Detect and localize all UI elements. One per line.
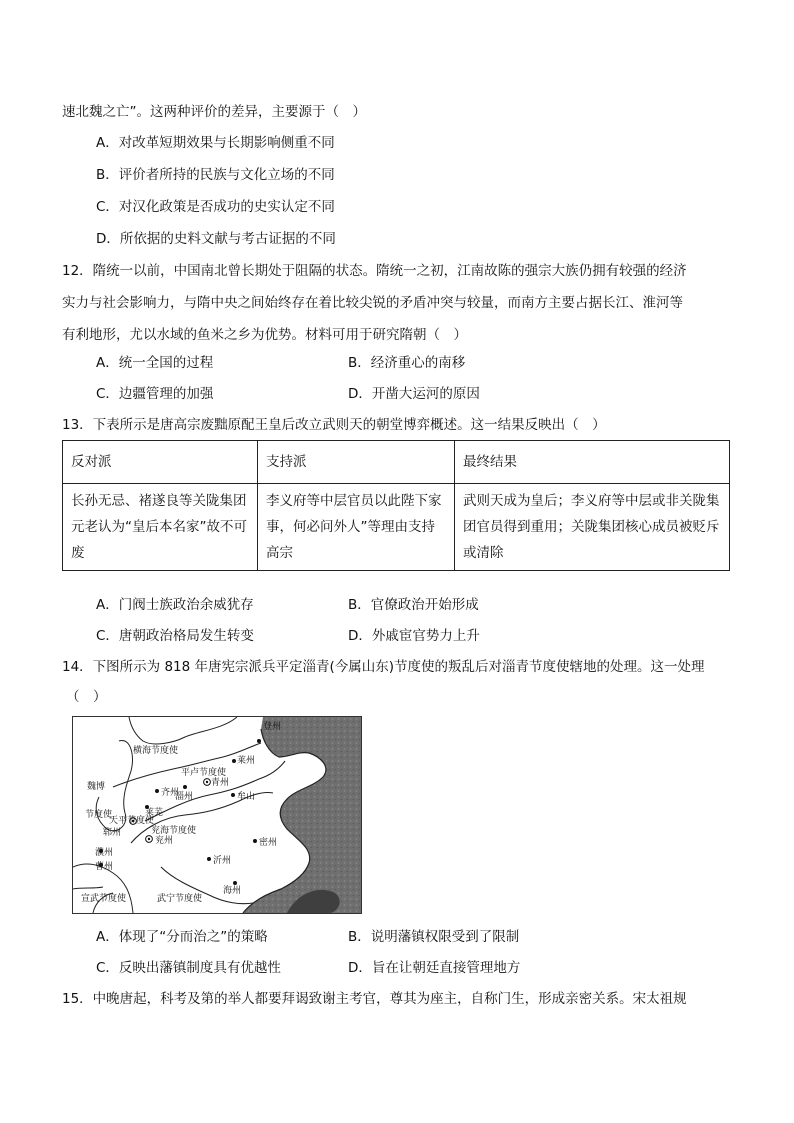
map-label-qingzhou: 青州	[211, 778, 230, 788]
city-dot-mizhou	[253, 839, 257, 843]
city-dot-qizhou	[155, 789, 159, 793]
q11-option-b[interactable]: B．评价者所持的民族与文化立场的不同	[96, 167, 335, 183]
city-dot-haizhou	[233, 881, 237, 885]
map-label-laizhou: 莱州	[237, 756, 256, 766]
q14-option-a[interactable]: A．体现了“分而治之”的策略	[96, 929, 268, 945]
map-label-moshan: 牟山	[237, 792, 256, 802]
table-header-opposition: 反对派	[63, 441, 258, 484]
q14-answer-blank: （ ）	[66, 689, 107, 705]
q14-map	[72, 716, 362, 914]
q13-table	[62, 440, 730, 571]
map-label-tianping-2: 郓州	[103, 828, 122, 838]
q12-stem-line-2: 实力与社会影响力，与隋中央之间始终存在着比较尖锐的矛盾冲突与较量，而南方主要占据长江、淮河等	[62, 295, 683, 311]
map-label-dengzhou: 登州	[263, 722, 282, 732]
map-label-tianping-1: 天平节度使	[109, 816, 155, 826]
q12-option-c[interactable]: C．边疆管理的加强	[96, 386, 214, 402]
city-dot-zizhou	[183, 785, 187, 789]
q12-option-b[interactable]: B．经济重心的南移	[348, 355, 466, 371]
q15-stem: 15．中晚唐起，科考及第的举人都要拜谒致谢主考官，尊其为座主，自称门生，形成亲密关系。宋太祖规	[62, 991, 687, 1007]
q11-option-d[interactable]: D．所依据的史料文献与考古证据的不同	[96, 231, 336, 247]
q14-option-c[interactable]: C．反映出藩镇制度具有优越性	[96, 960, 281, 976]
hengha-boundary	[129, 717, 237, 744]
q12-option-d[interactable]: D．开凿大运河的原因	[348, 386, 480, 402]
q12-stem-line-1: 12．隋统一以前，中国南北曾长期处于阻隔的状态。隋统一之初，江南故陈的强宗大族仍拥有较强的经济	[62, 263, 687, 279]
map-label-qizhou: 齐州	[161, 788, 180, 798]
map-label-wuning: 武宁节度使	[157, 894, 203, 904]
table-header-support: 支持派	[258, 441, 455, 484]
map-label-pinglu: 平卢节度使	[181, 768, 227, 778]
q11-option-c[interactable]: C．对汉化政策是否成功的史实认定不同	[96, 199, 335, 215]
q14-stem: 14．下图所示为 818 年唐宪宗派兵平定淄青(今属山东)节度使的叛乱后对淄青节度使辖地的处理。这一处理	[62, 659, 705, 675]
q13-option-b[interactable]: B．官僚政治开始形成	[348, 597, 479, 613]
city-dot-yizhou	[207, 857, 211, 861]
table-header-row	[63, 441, 730, 484]
q13-option-d[interactable]: D．外戚宦官势力上升	[348, 628, 480, 644]
map-label-hengha: 横海节度使	[133, 746, 179, 756]
city-dot-laizhou	[232, 759, 236, 763]
q13-option-c[interactable]: C．唐朝政治格局发生转变	[96, 628, 254, 644]
table-header-result: 最终结果	[455, 441, 730, 484]
map-label-weibo-1: 魏博	[87, 782, 106, 792]
map-label-haizhou: 海州	[223, 886, 242, 896]
city-dot-moshan	[231, 793, 235, 797]
q13-stem: 13．下表所示是唐高宗废黜原配王皇后改立武则天的朝堂博弈概述。这一结果反映出（ ）	[62, 417, 606, 433]
map-label-laiwu: 莱芜	[145, 808, 164, 818]
city-dot-dengzhou	[257, 739, 261, 743]
map-label-yizhou: 沂州	[213, 856, 232, 866]
map-label-caozhou: 曹州	[95, 862, 114, 872]
q13-option-a[interactable]: A．门阀士族政治余威犹存	[96, 597, 254, 613]
map-label-puzhou: 濮州	[95, 848, 114, 858]
map-label-weibo-2: 节度使	[85, 810, 113, 820]
map-figure	[73, 717, 361, 913]
table-cell-opposition: 长孙无忌、褚遂良等关陇集团元老认为“皇后本名家”故不可废	[63, 484, 258, 571]
q12-option-a[interactable]: A．统一全国的过程	[96, 355, 214, 371]
table-row	[63, 484, 730, 571]
table-cell-result: 武则天成为皇后；李义府等中层或非关陇集团官员得到重用；关陇集团核心成员被贬斥或清除	[455, 484, 730, 571]
map-label-zizhou: 淄州	[175, 792, 194, 802]
q14-option-d[interactable]: D．旨在让朝廷直接管理地方	[348, 960, 521, 976]
map-label-xuanwu: 宣武节度使	[81, 894, 127, 904]
q11-option-a[interactable]: A．对改革短期效果与长期影响侧重不同	[96, 135, 335, 151]
q14-option-b[interactable]: B．说明藩镇权限受到了限制	[348, 929, 520, 945]
q11-stem-tail: 速北魏之亡”。这两种评价的差异，主要源于（ ）	[62, 104, 366, 120]
sea-area	[243, 717, 361, 913]
map-label-mizhou: 密州	[259, 838, 278, 848]
map-label-yanhai: 兖海节度使	[151, 826, 197, 836]
q12-stem-line-3: 有利地形，尤以水域的鱼米之乡为优势。材料可用于研究隋朝（ ）	[62, 327, 467, 343]
map-label-yanzhou: 兖州	[155, 836, 174, 846]
table-cell-support: 李义府等中层官员以此陛下家事，何必问外人”等理由支持高宗	[258, 484, 455, 571]
